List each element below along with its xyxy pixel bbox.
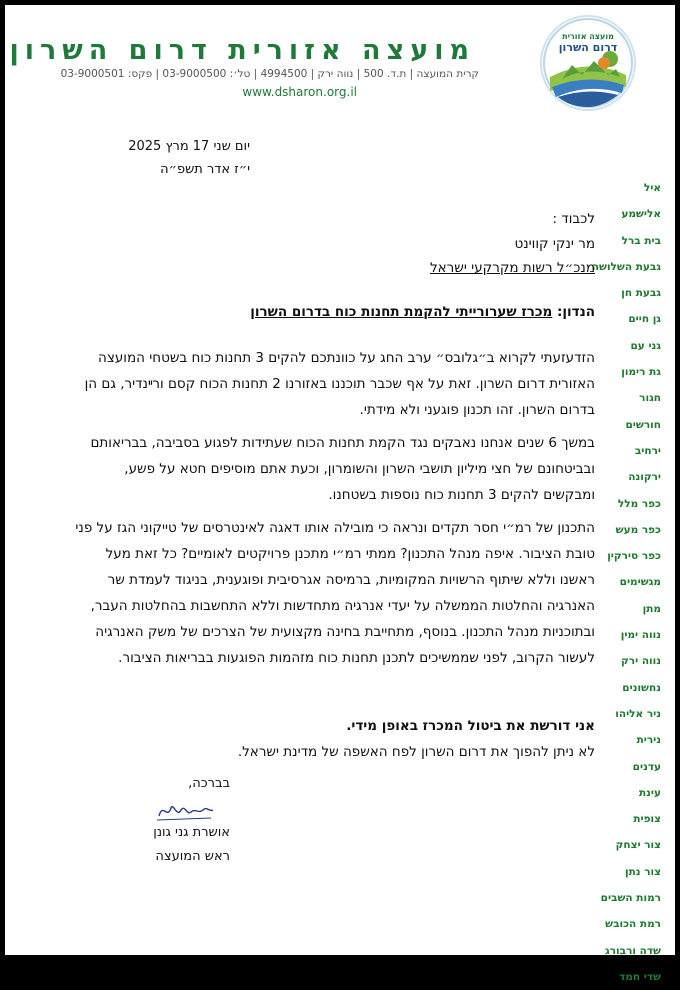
settlement-item: גן חיים	[628, 313, 661, 326]
council-logo-graphic	[542, 17, 634, 109]
settlement-item: עינת	[638, 786, 661, 799]
subject-line	[75, 299, 595, 325]
settlement-item: חגור	[639, 392, 661, 405]
date-gregorian: יום שני 17 מרץ 2025	[128, 139, 250, 154]
date-hebrew: י״ז אדר תשפ״ה	[160, 162, 250, 177]
logo-text-top: מועצה אזורית	[562, 32, 614, 41]
settlement-item: כפר מלל	[617, 497, 661, 510]
subject-prefix: הנדון:	[552, 304, 595, 320]
org-name: מועצה אזורית דרום השרון	[9, 35, 475, 66]
settlement-item: גת רימון	[621, 366, 661, 379]
settlement-item: רמת הכובש	[605, 918, 661, 931]
settlement-item: איל	[643, 182, 661, 194]
paragraph-2: במשך 6 שנים אנחנו נאבקים נגד הקמת תחנות הכוח שעתידות לפגוע בסביבה, בבריאותם ובביטחונם של חצי מיליון תושבי השרון והשומרון, וכעת אתם מוסיפים חטא על פשע, ומבקשים להקים 3 תחנות כוח נוספות בשטחנו.	[90, 435, 595, 503]
settlement-item: צופית	[633, 813, 661, 826]
demand-block	[75, 713, 595, 765]
settlement-item: חורשים	[625, 418, 661, 431]
settlement-item: אלישמע	[621, 208, 661, 221]
recipient-title: מנכ״ל רשות מקרקעי ישראל	[429, 260, 595, 276]
signature-image	[155, 798, 215, 824]
settlement-item: שדי חמד	[619, 970, 661, 983]
settlement-item: ניר אליהו	[615, 707, 661, 720]
settlement-item: מתן	[642, 602, 661, 615]
settlements-list	[591, 175, 661, 990]
org-website-link[interactable]: www.dsharon.org.il	[242, 85, 357, 99]
settlement-item: גבעת השלושה	[591, 260, 661, 273]
settlement-item: צור יצחק	[615, 839, 661, 852]
paragraph-3: התכנון של רמ״י חסר תקדים ונראה כי מובילה אותו דאגה לאינטרסים של טייקוני הגז על פני טובת הציבור. איפה מנהל התכנון? ממתי רמ״י מתכנן פרויקטים לאומיים? כל זאת מעל ראשנו וללא שיתוף הרשויות המקומיות, ברמיסה אגרסיבית ופוגענית, בניגוד לעמדת שר האנרגיה והחלטות הממשלה על יעדי אנרגיה מתחדשות וללא התחשבות בהחלטות העבר, ובתוכניות מנהל התכנון. בנוסף, מתחייבת בחינה מקצועית של הצרכים של משק האנרגיה לעשור הקרוב, לפני שממשיכים לתכנן תחנות כוח מזהמות הפוגעות בבריאות הציבור.	[75, 520, 595, 666]
settlement-item: נווה ימין	[620, 629, 661, 642]
settlement-item: כפר מעש	[615, 523, 661, 536]
demand-line-2: לא ניתן להפוך את דרום השרון לפח האשפה של מדינת ישראל.	[237, 744, 595, 760]
council-logo	[542, 17, 634, 109]
settlement-item: צור נתן	[625, 865, 661, 878]
settlement-item: נווה ירק	[621, 655, 661, 668]
salutation: לכבוד :	[552, 211, 595, 227]
settlement-item: נחשונים	[622, 681, 661, 694]
demand-bold: אני דורשת את ביטול המכרז באופן מידי.	[346, 718, 595, 734]
settlement-item: ירחיב	[634, 444, 661, 457]
settlement-item: גבעת חן	[621, 287, 661, 300]
settlement-item: כפר סירקין	[607, 550, 661, 563]
paragraph-1: הזדעזעתי לקרוא ב״גלובס״ ערב החג על כוונתכם להקים 3 תחנות כוח בשטחי המועצה האזורית דרום השרון. זאת על אף שכבר תוכננו באזורנו 2 תחנות הכוח קסם ורײנדיר, גם הן בדרום השרון. זהו תכנון פוגעני ולא מידתי.	[84, 350, 595, 418]
settlement-item: בית ברל	[621, 234, 661, 247]
logo-text-main: דרום השרון	[558, 41, 618, 54]
settlement-item: גני עם	[630, 339, 661, 352]
org-address: קרית המועצה | ת.ד. 500 | נווה ירק | 4994500 | טל׳: 03-9000500 | פקס: 03-9000501	[60, 68, 479, 80]
settlement-item: עדנים	[632, 760, 661, 773]
subject-text: מכרז שערורייתי להקמת תחנות כוח בדרום השרון	[250, 304, 553, 320]
recipient-name: מר ינקי קווינט	[514, 236, 595, 252]
blessing: בברכה,	[188, 776, 230, 791]
signer-name: אושרת גני גונן	[153, 825, 230, 840]
signer-role: ראש המועצה	[155, 849, 230, 864]
settlement-item: ירקונה	[628, 471, 661, 484]
settlement-item: מגשימים	[619, 576, 661, 589]
settlement-item: שדה ורבורג	[605, 944, 661, 957]
settlement-item: נירית	[636, 734, 661, 747]
letter-page	[5, 5, 675, 983]
settlement-item: רמות השבים	[600, 892, 661, 905]
